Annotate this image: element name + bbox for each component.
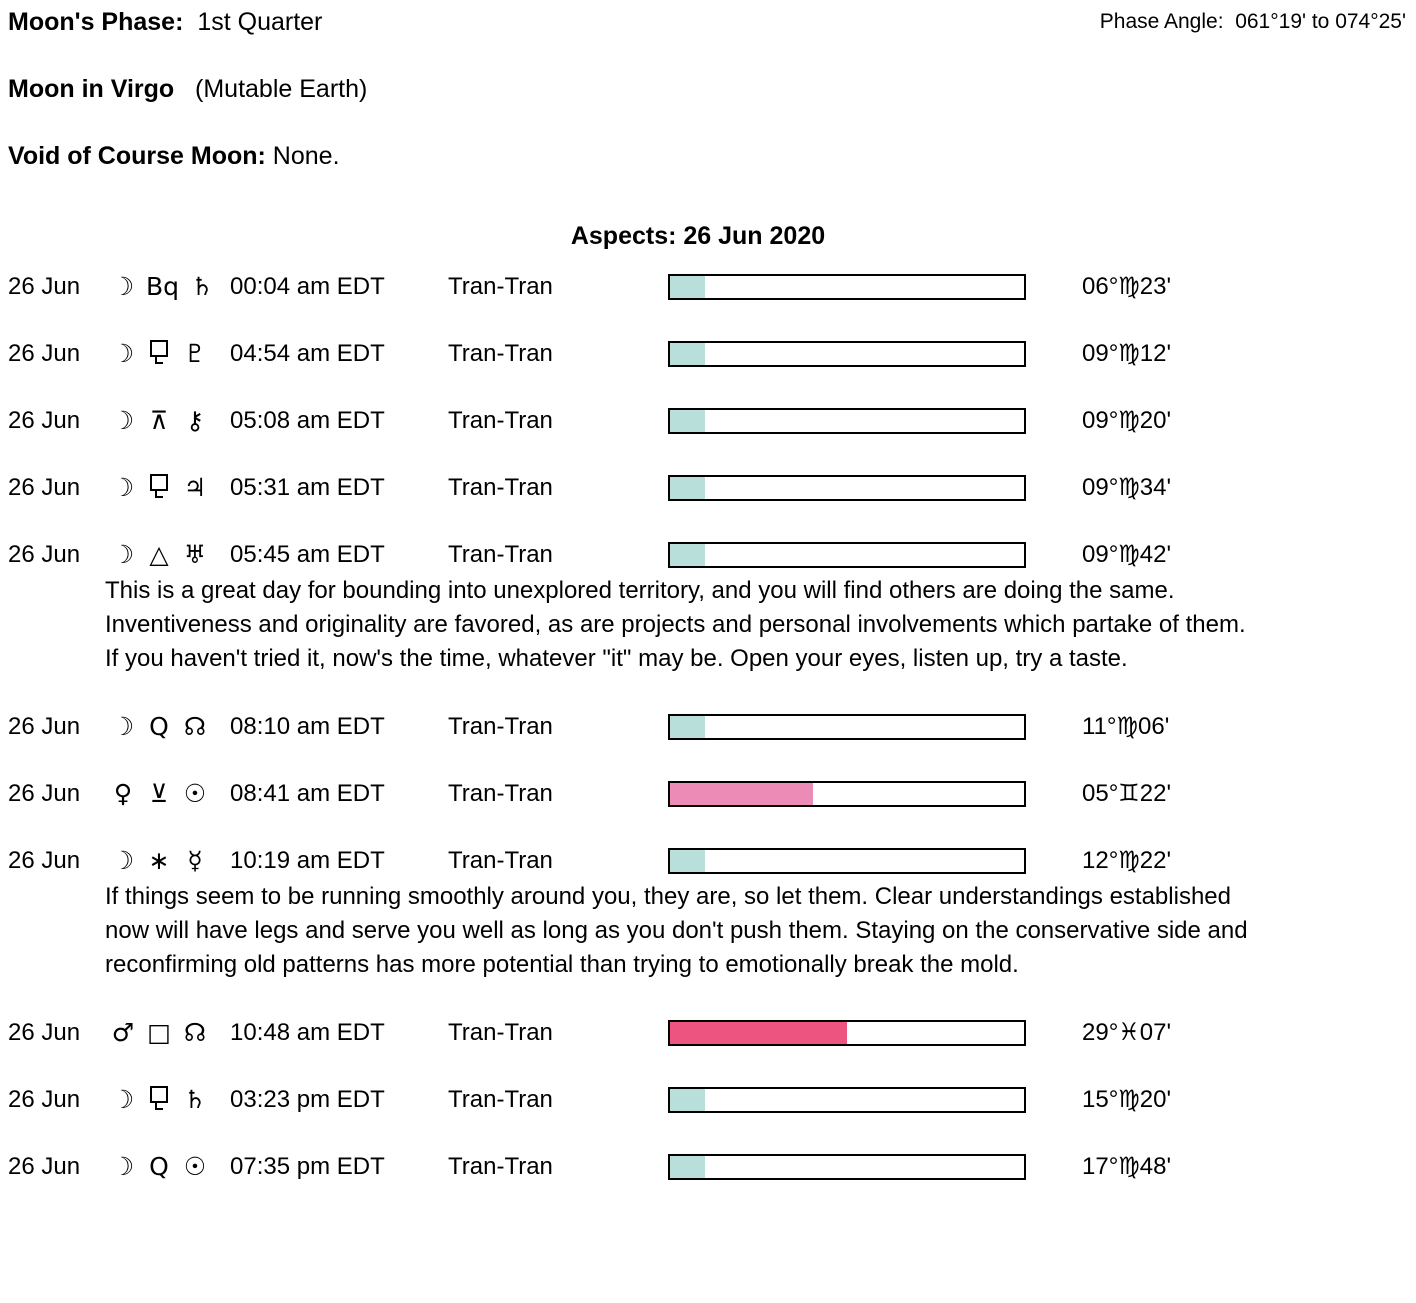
aspect-time: 04:54 am EDT [230, 339, 385, 367]
moon-icon: ☽ [111, 711, 135, 741]
saturn-icon: ♄ [190, 271, 214, 301]
orb-bar [668, 542, 1026, 568]
orb-bar [668, 781, 1026, 807]
aspect-time: 05:31 am EDT [230, 473, 385, 501]
moon-phase-label: Moon's Phase: [8, 8, 184, 36]
trine-icon: △ [149, 539, 169, 569]
moon-icon: ☽ [111, 539, 135, 569]
phase-angle [1100, 10, 1406, 34]
aspects-list [8, 272, 1408, 1180]
orb-bar-fill [670, 1156, 705, 1178]
moon-sign-note: (Mutable Earth) [195, 75, 368, 103]
aspect-interpretation: This is a great day for bounding into unexplored territory, and you will find others are doing the same. Inventiveness and originality are favored, as are projects and personal involvements which partake of them. If you haven't tried it, now's the time, whatever "it" may be. Open your eyes, listen up, try a taste. [105, 577, 1246, 672]
orb-bar [668, 475, 1026, 501]
aspect-position: 09°♍12' [1082, 340, 1172, 367]
biquintile-icon: Bq [146, 271, 180, 301]
sesquiquadrate-icon [150, 1086, 168, 1103]
sun-icon: ☉ [183, 1151, 207, 1181]
aspect-glyphs [110, 273, 230, 301]
aspect-type: Tran-Tran [448, 540, 553, 568]
orb-bar [668, 1020, 1026, 1046]
aspect-position: 06°♍23' [1082, 273, 1172, 300]
aspect-date: 26 Jun [8, 406, 81, 434]
aspect-position: 11°♍06' [1082, 713, 1170, 740]
aspect-interpretation: If things seem to be running smoothly around you, they are, so let them. Clear understandings established now will have legs and serve you well as long as you don't push them. Staying on the conservative side and reconfirming old patterns has more potential than trying to emotionally break the mold. [105, 883, 1248, 978]
aspect-position: 12°♍22' [1082, 847, 1172, 874]
aspect-row [8, 779, 1408, 807]
aspect-date: 26 Jun [8, 846, 81, 874]
orb-bar-fill [670, 276, 705, 298]
orb-bar-fill [670, 1022, 847, 1044]
void-of-course-label: Void of Course Moon: [8, 142, 266, 170]
aspect-glyphs [110, 1086, 230, 1114]
aspect-row [8, 540, 1408, 568]
north-node-icon: ☊ [183, 1017, 207, 1047]
aspect-glyphs [110, 780, 230, 808]
aspect-glyphs [110, 1019, 230, 1047]
uranus-icon: ♅ [183, 539, 207, 569]
moon-icon: ☽ [111, 1084, 135, 1114]
sesquiquadrate-icon [150, 340, 168, 357]
aspect-type: Tran-Tran [448, 339, 553, 367]
aspect-date: 26 Jun [8, 712, 81, 740]
aspect-date: 26 Jun [8, 339, 81, 367]
moon-sign-label: Moon in Virgo [8, 75, 175, 103]
aspect-time: 08:10 am EDT [230, 712, 385, 740]
orb-bar [668, 1087, 1026, 1113]
aspect-row [8, 712, 1408, 740]
aspect-time: 03:23 pm EDT [230, 1085, 385, 1113]
astrology-report-page [8, 8, 1408, 1180]
aspect-date: 26 Jun [8, 540, 81, 568]
orb-bar [668, 274, 1026, 300]
sun-icon: ☉ [183, 778, 207, 808]
chiron-icon: ⚷ [185, 405, 205, 435]
moon-icon: ☽ [111, 271, 135, 301]
sextile-icon: ∗ [148, 845, 170, 875]
venus-icon: ♀ [113, 778, 133, 808]
aspect-position: 29°♓07' [1082, 1019, 1172, 1046]
orb-bar-fill [670, 544, 705, 566]
orb-bar [668, 714, 1026, 740]
square-icon: □ [147, 1017, 171, 1047]
aspect-date: 26 Jun [8, 1152, 81, 1180]
aspect-glyphs [110, 340, 230, 368]
aspect-type: Tran-Tran [448, 1152, 553, 1180]
phase-angle-value: 061°19' to 074°25' [1235, 10, 1406, 33]
aspect-type: Tran-Tran [448, 406, 553, 434]
aspect-row [8, 1018, 1408, 1046]
aspect-row [8, 272, 1408, 300]
void-of-course-line [8, 142, 1408, 172]
moon-sign-line [8, 75, 1408, 105]
moon-icon: ☽ [111, 1151, 135, 1181]
aspect-row [8, 339, 1408, 367]
aspect-row [8, 846, 1408, 874]
aspect-row [8, 473, 1408, 501]
orb-bar-fill [670, 477, 705, 499]
quintile-icon: Q [149, 1151, 169, 1181]
aspect-time: 05:08 am EDT [230, 406, 385, 434]
moon-icon: ☽ [111, 472, 135, 502]
aspect-glyphs [110, 407, 230, 435]
aspect-glyphs [110, 847, 230, 875]
orb-bar-fill [670, 850, 705, 872]
mercury-icon: ☿ [187, 845, 203, 875]
pluto-icon: ♇ [183, 338, 207, 368]
aspect-time: 10:48 am EDT [230, 1018, 385, 1046]
moon-icon: ☽ [111, 845, 135, 875]
orb-bar [668, 848, 1026, 874]
aspect-date: 26 Jun [8, 779, 81, 807]
aspect-position: 09°♍42' [1082, 541, 1172, 568]
aspect-position: 09°♍34' [1082, 474, 1172, 501]
aspect-position: 17°♍48' [1082, 1153, 1172, 1180]
aspect-date: 26 Jun [8, 272, 81, 300]
semisextile-icon: ⊻ [149, 778, 169, 808]
orb-bar [668, 408, 1026, 434]
aspect-row [8, 406, 1408, 434]
orb-bar-fill [670, 410, 705, 432]
aspect-row [8, 1152, 1408, 1180]
moon-phase-value: 1st Quarter [197, 8, 323, 36]
aspect-type: Tran-Tran [448, 846, 553, 874]
quincunx-icon: ⊼ [149, 405, 169, 435]
aspect-type: Tran-Tran [448, 1018, 553, 1046]
aspect-date: 26 Jun [8, 473, 81, 501]
aspect-glyphs [110, 1153, 230, 1181]
aspect-glyphs [110, 713, 230, 741]
aspect-time: 00:04 am EDT [230, 272, 385, 300]
moon-icon: ☽ [111, 338, 135, 368]
orb-bar-fill [670, 1089, 705, 1111]
sesquiquadrate-icon [150, 474, 168, 491]
mars-icon: ♂ [111, 1017, 135, 1047]
aspect-row [8, 1085, 1408, 1113]
jupiter-icon: ♃ [183, 472, 207, 502]
aspects-title: Aspects: 26 Jun 2020 [570, 222, 826, 250]
saturn-icon: ♄ [183, 1084, 207, 1114]
aspect-date: 26 Jun [8, 1018, 81, 1046]
moon-icon: ☽ [111, 405, 135, 435]
aspect-type: Tran-Tran [448, 712, 553, 740]
aspect-time: 08:41 am EDT [230, 779, 385, 807]
aspect-date: 26 Jun [8, 1085, 81, 1113]
aspect-position: 05°♊22' [1082, 780, 1172, 807]
aspect-type: Tran-Tran [448, 1085, 553, 1113]
orb-bar-fill [670, 783, 813, 805]
aspect-position: 09°♍20' [1082, 407, 1172, 434]
quintile-icon: Q [149, 711, 169, 741]
aspect-time: 07:35 pm EDT [230, 1152, 385, 1180]
aspect-time: 05:45 am EDT [230, 540, 385, 568]
phase-angle-label: Phase Angle: [1099, 10, 1224, 33]
aspect-position: 15°♍20' [1082, 1086, 1172, 1113]
aspect-time: 10:19 am EDT [230, 846, 385, 874]
aspect-type: Tran-Tran [448, 473, 553, 501]
orb-bar-fill [670, 716, 705, 738]
aspect-glyphs [110, 541, 230, 569]
north-node-icon: ☊ [183, 711, 207, 741]
orb-bar-fill [670, 343, 705, 365]
aspect-type: Tran-Tran [448, 779, 553, 807]
void-of-course-value: None. [272, 142, 340, 170]
aspect-type: Tran-Tran [448, 272, 553, 300]
aspect-glyphs [110, 474, 230, 502]
orb-bar [668, 341, 1026, 367]
orb-bar [668, 1154, 1026, 1180]
